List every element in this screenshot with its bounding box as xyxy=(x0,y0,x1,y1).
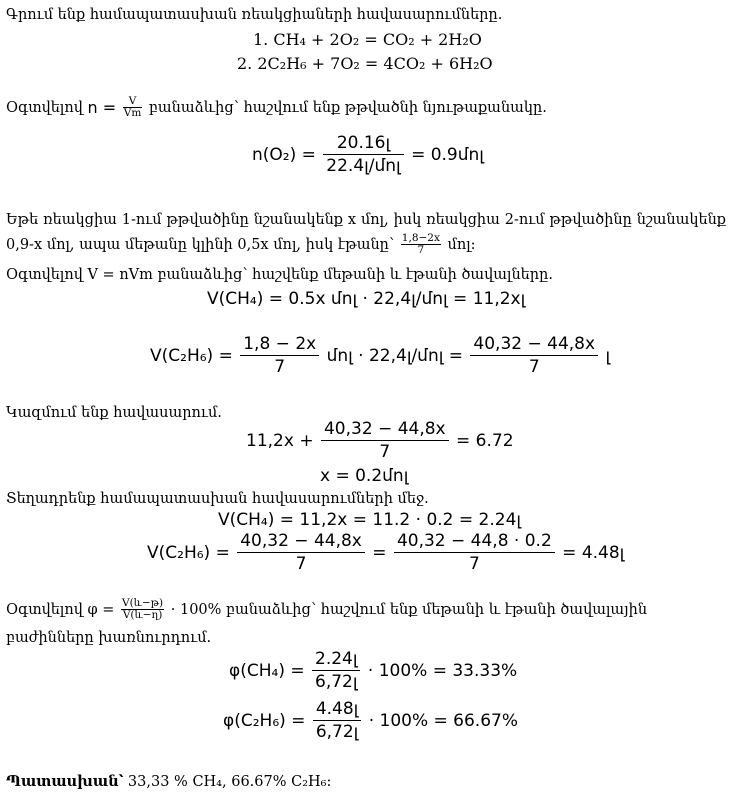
phi-prefix: Օգտվելով φ = xyxy=(6,601,115,618)
n-o2-numerator: 20.16լ xyxy=(323,132,403,155)
phi-c2h6-lhs: φ(C₂H₆) = xyxy=(223,710,306,731)
n-fraction xyxy=(123,96,143,119)
phi-c2h6-numerator: 4.48լ xyxy=(313,698,361,721)
v-c2h6-unit: լ xyxy=(605,345,611,366)
v-c2h6-equation xyxy=(150,333,610,378)
phi-ch4-rhs: · 100% = 33.33% xyxy=(367,660,518,681)
v-c2h6-fraction-1 xyxy=(240,333,319,378)
reaction-1: 1. CH₄ + 2O₂ = CO₂ + 2H₂O xyxy=(253,30,482,49)
n-o2-lhs: n(O₂) = xyxy=(252,144,316,165)
phi-ch4-denominator: 6,72լ xyxy=(315,672,358,692)
v-c2h6-calc-numerator-1: 40,32 − 44,8x xyxy=(237,530,365,553)
v-ch4-calc: V(CH₄) = 11,2x = 11.2 · 0.2 = 2.24լ xyxy=(218,510,521,530)
using-prefix: Օգտվելով xyxy=(6,99,83,116)
intro-text: Գրում ենք համապատասխան ռեակցիաների հավասարումները. xyxy=(6,7,503,23)
n-o2-fraction xyxy=(323,132,403,177)
ethane-moles-denominator: 7 xyxy=(417,244,425,256)
phi-ch4-numerator: 2.24լ xyxy=(312,648,360,671)
if-line-2-text: 0,9-x մոլ, ապա մեթանը կլինի 0,5x մոլ, իսկ էթանը՝ xyxy=(6,236,395,253)
v-ch4-equation: V(CH₄) = 0.5x մոլ · 22,4լ/մոլ = 11,2xլ xyxy=(207,289,526,309)
v-c2h6-calc-denominator-1: 7 xyxy=(295,554,307,574)
n-o2-rhs: = 0.9մոլ xyxy=(411,144,484,165)
n-lhs: n = xyxy=(87,97,117,117)
v-c2h6-denominator-1: 7 xyxy=(274,357,286,377)
phi-formula-line-1 xyxy=(6,598,728,621)
volume-formula-line: Օգտվելով V = nVm բանաձևից՝ հաշվենք մեթանի և էթանի ծավալները. xyxy=(6,267,553,283)
v-c2h6-calc-rhs: = 4.48լ xyxy=(562,542,625,563)
v-c2h6-numerator-2: 40,32 − 44,8x xyxy=(470,333,598,356)
v-c2h6-fraction-2 xyxy=(470,333,598,378)
eq-numerator: 40,32 − 44,8x xyxy=(321,418,449,441)
eq-fraction xyxy=(321,418,449,463)
n-o2-equation xyxy=(252,132,484,177)
eq-lhs: 11,2x + xyxy=(246,430,314,451)
v-c2h6-denominator-2: 7 xyxy=(528,357,540,377)
phi-numerator: V(և−թ) xyxy=(122,597,164,609)
phi-ch4-equation xyxy=(229,648,517,693)
eq-rhs: = 6.72 xyxy=(456,430,514,451)
v-c2h6-calc-denominator-2: 7 xyxy=(468,554,480,574)
phi-c2h6-equation xyxy=(223,698,518,743)
phi-ch4-fraction xyxy=(312,648,360,693)
v-c2h6-calc-lhs: V(C₂H₆) = xyxy=(147,542,230,563)
phi-ch4-lhs: φ(CH₄) = xyxy=(229,660,305,681)
answer-text: 33,33 % CH₄, 66.67% C₂H₆: xyxy=(123,774,332,790)
if-line-1: Եթե ռեակցիա 1-ում թթվածինը նշանակենք x մոլ, իսկ ռեակցիա 2-ում թթվածինը նշանակենք xyxy=(6,212,726,228)
ethane-moles-numerator: 1,8−2x xyxy=(401,232,440,244)
n-text: բանաձևից՝ հաշվում ենք թթվածնի նյութաքանակը. xyxy=(148,99,547,116)
v-c2h6-calc-numerator-2: 40,32 − 44,8 · 0.2 xyxy=(394,530,555,553)
ethane-moles-fraction xyxy=(401,233,441,256)
eq-denominator: 7 xyxy=(379,442,391,462)
v-c2h6-lhs: V(C₂H₆) = xyxy=(150,345,233,366)
phi-c2h6-rhs: · 100% = 66.67% xyxy=(368,710,518,731)
main-equation xyxy=(246,418,514,463)
n-o2-denominator: 22.4լ/մոլ xyxy=(326,156,401,176)
answer-label: Պատասխան՝ xyxy=(6,773,124,790)
v-c2h6-calc: V(C₂H₆) = $\frac{40,32 - 44,8x}{7}$ = $\frac{40,32 - 44,8 \cdot 0.2}{7}$ = 4.48լ xyxy=(147,531,625,574)
answer-line xyxy=(6,773,331,791)
if-line-2 xyxy=(6,233,476,256)
phi-formula-line-2: բաժինները խառնուրդում. xyxy=(6,630,212,646)
v-c2h6-calc-fraction-2 xyxy=(394,530,555,575)
phi-denominator: V(և−ղ) xyxy=(122,609,163,621)
compose-text: Կազմում ենք հավասարում. xyxy=(6,405,222,421)
if-line-2-unit: մոլ: xyxy=(447,236,476,253)
n-numerator: V xyxy=(123,96,143,108)
v-c2h6-calc-fraction-1 xyxy=(237,530,365,575)
n-formula-line xyxy=(6,96,547,119)
phi-c2h6-fraction xyxy=(313,698,361,743)
x-result: x = 0.2մոլ xyxy=(320,466,409,486)
v-c2h6-numerator-1: 1,8 − 2x xyxy=(240,333,319,356)
reaction-2: 2. 2C₂H₆ + 7O₂ = 4CO₂ + 6H₂O xyxy=(237,54,493,73)
phi-fraction xyxy=(121,598,164,621)
phi-suffix: · 100% բանաձևից՝ հաշվում ենք մեթանի և էթանի ծավալային xyxy=(170,601,648,618)
substitute-text: Տեղադրենք համապատասխան հավասարումների մեջ. xyxy=(6,491,429,507)
n-denominator: Vm xyxy=(123,107,142,119)
v-c2h6-mid: մոլ · 22,4լ/մոլ = xyxy=(326,345,463,366)
phi-c2h6-denominator: 6,72լ xyxy=(315,722,359,742)
